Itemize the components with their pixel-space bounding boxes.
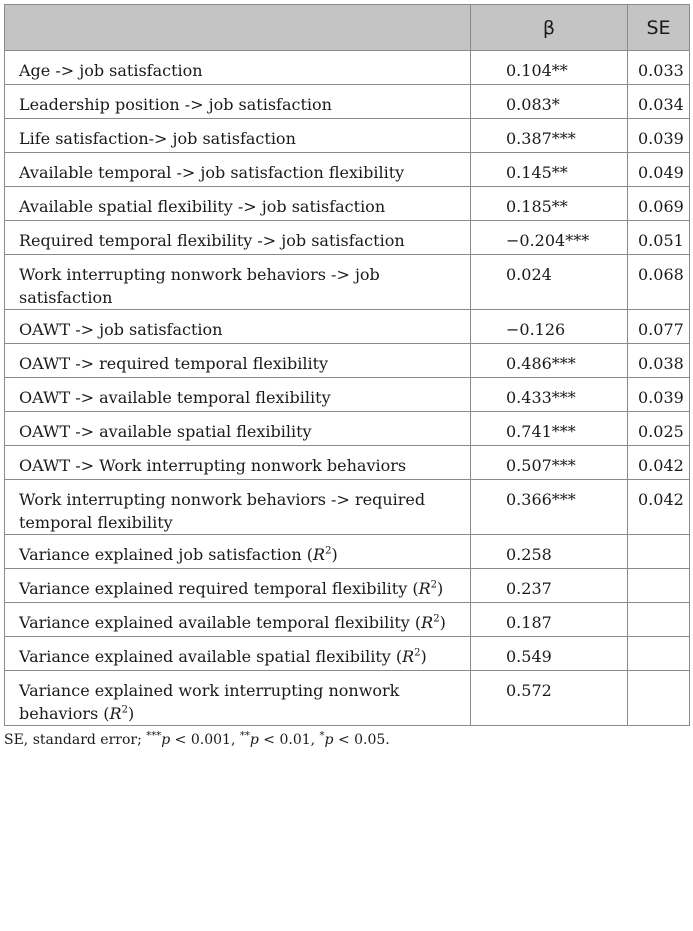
row-se: 0.025 xyxy=(628,412,690,446)
row-label: OAWT -> available spatial flexibility xyxy=(5,412,471,446)
row-se: 0.042 xyxy=(628,480,690,535)
header-path xyxy=(5,5,471,51)
table-row xyxy=(5,344,690,378)
table-row xyxy=(5,378,690,412)
row-se: 0.038 xyxy=(628,344,690,378)
row-label: Age -> job satisfaction xyxy=(5,51,471,85)
row-beta: 0.024 xyxy=(471,255,628,310)
results-table-container xyxy=(4,4,689,748)
row-se: 0.068 xyxy=(628,255,690,310)
variance-label: Variance explained available spatial flexibility $(R^2)$ xyxy=(5,637,471,671)
r-exponent: 2 xyxy=(433,613,440,625)
row-beta: 0.486*** xyxy=(471,344,628,378)
footnote-stars-1: * xyxy=(319,730,325,742)
variance-label: Variance explained available temporal flexibility $(R^2)$ xyxy=(5,603,471,637)
footnote-threshold: < 0.001, xyxy=(170,732,240,748)
footnote-p: p xyxy=(249,732,259,748)
table-row xyxy=(5,119,690,153)
table-header-row xyxy=(5,5,690,51)
row-beta: −0.204*** xyxy=(471,221,628,255)
variance-row xyxy=(5,671,690,726)
row-se: 0.039 xyxy=(628,378,690,412)
row-se: 0.039 xyxy=(628,119,690,153)
variance-label-text: Variance explained job satisfaction xyxy=(19,545,302,564)
table-row xyxy=(5,446,690,480)
row-beta: 0.104** xyxy=(471,51,628,85)
footnote-p: p xyxy=(161,732,171,748)
row-label: Required temporal flexibility -> job satisfaction xyxy=(5,221,471,255)
row-beta: 0.366*** xyxy=(471,480,628,535)
r-symbol: R xyxy=(421,613,434,632)
table-row xyxy=(5,310,690,344)
variance-label-text: Variance explained available temporal flexibility xyxy=(19,613,410,632)
row-label: Life satisfaction-> job satisfaction xyxy=(5,119,471,153)
r-exponent: 2 xyxy=(430,579,438,591)
row-label: Available spatial flexibility -> job satisfaction xyxy=(5,187,471,221)
table-row xyxy=(5,51,690,85)
variance-label: Variance explained job satisfaction $(R^2)$ xyxy=(5,535,471,569)
row-label: Leadership position -> job satisfaction xyxy=(5,85,471,119)
table-row xyxy=(5,187,690,221)
row-label: Work interrupting nonwork behaviors -> job satisfaction xyxy=(5,255,471,310)
r-symbol: R xyxy=(109,704,122,723)
row-label: Work interrupting nonwork behaviors -> required temporal flexibility xyxy=(5,480,471,535)
results-table xyxy=(4,4,690,726)
variance-row xyxy=(5,535,690,569)
row-se: 0.034 xyxy=(628,85,690,119)
variance-se xyxy=(628,671,690,726)
variance-label-text: Variance explained available spatial flexibility xyxy=(19,647,391,666)
r-symbol: R xyxy=(402,647,415,666)
row-se: 0.069 xyxy=(628,187,690,221)
variance-se xyxy=(628,569,690,603)
row-beta: 0.387*** xyxy=(471,119,628,153)
footnote-stars-3: *** xyxy=(146,730,162,742)
variance-value: 0.187 xyxy=(471,603,628,637)
table-row xyxy=(5,255,690,310)
table-row xyxy=(5,153,690,187)
row-beta: 0.741*** xyxy=(471,412,628,446)
table-row xyxy=(5,412,690,446)
variance-row xyxy=(5,637,690,671)
row-beta: −0.126 xyxy=(471,310,628,344)
row-label: OAWT -> available temporal flexibility xyxy=(5,378,471,412)
variance-label-text: Variance explained work interrupting nonwork behaviors xyxy=(19,681,400,723)
row-se: 0.042 xyxy=(628,446,690,480)
variance-value: 0.258 xyxy=(471,535,628,569)
row-se: 0.077 xyxy=(628,310,690,344)
r-symbol: R xyxy=(418,579,431,598)
row-beta: 0.507*** xyxy=(471,446,628,480)
r-exponent: 2 xyxy=(414,647,421,659)
row-se: 0.051 xyxy=(628,221,690,255)
footnote-p: p xyxy=(324,732,334,748)
table-row xyxy=(5,85,690,119)
variance-row xyxy=(5,603,690,637)
r-symbol: R xyxy=(313,545,326,564)
variance-label: Variance explained work interrupting nonwork behaviors $(R^2)$ xyxy=(5,671,471,726)
footnote-prefix: SE, standard error; xyxy=(4,732,147,748)
table-footnote xyxy=(4,732,689,748)
row-label: OAWT -> Work interrupting nonwork behaviors xyxy=(5,446,471,480)
variance-label-text: Variance explained required temporal flexibility xyxy=(19,579,408,598)
row-label: Available temporal -> job satisfaction flexibility xyxy=(5,153,471,187)
variance-value: 0.572 xyxy=(471,671,628,726)
variance-se xyxy=(628,637,690,671)
variance-se xyxy=(628,535,690,569)
table-row xyxy=(5,480,690,535)
row-se: 0.033 xyxy=(628,51,690,85)
row-beta: 0.145** xyxy=(471,153,628,187)
variance-se xyxy=(628,603,690,637)
table-row xyxy=(5,221,690,255)
variance-row xyxy=(5,569,690,603)
row-beta: 0.433*** xyxy=(471,378,628,412)
r-exponent: 2 xyxy=(121,704,128,716)
footnote-threshold: < 0.01, xyxy=(258,732,320,748)
row-beta: 0.185** xyxy=(471,187,628,221)
variance-label: Variance explained required temporal flexibility $(R^2)$ xyxy=(5,569,471,603)
header-se: SE xyxy=(628,5,690,51)
footnote-threshold: < 0.05. xyxy=(333,732,390,748)
row-se: 0.049 xyxy=(628,153,690,187)
r-exponent: 2 xyxy=(325,545,332,557)
row-label: OAWT -> required temporal flexibility xyxy=(5,344,471,378)
footnote-stars-2: ** xyxy=(239,730,250,742)
header-beta: β xyxy=(471,5,628,51)
row-label: OAWT -> job satisfaction xyxy=(5,310,471,344)
variance-value: 0.549 xyxy=(471,637,628,671)
row-beta: 0.083* xyxy=(471,85,628,119)
variance-value: 0.237 xyxy=(471,569,628,603)
